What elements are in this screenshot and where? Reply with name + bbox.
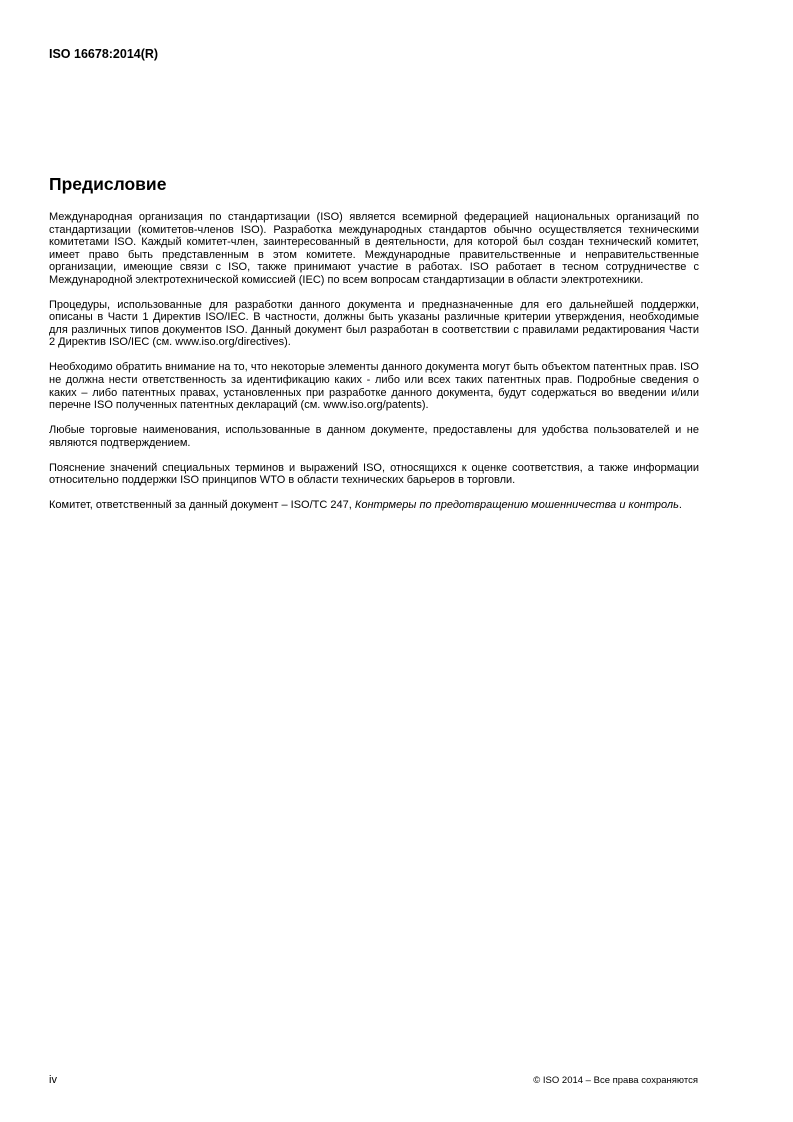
page-number: iv <box>49 1074 57 1086</box>
committee-suffix: . <box>678 499 682 512</box>
paragraph-patents: Необходимо обратить внимание на то, что некоторые элементы данного документа могут быть объектом патентных прав. ISO не должна нести ответственность за идентификацию каких - либо или всех таких патентных прав. Подробные сведения о каких – либо патентных правах, установленных при разработке данного документа, будут содержаться во введении и/или перечне ISO полученных патентных деклараций (см. www.iso.org/patents). <box>49 361 699 412</box>
foreword-body <box>49 211 699 524</box>
paragraph-committee <box>49 499 699 512</box>
paragraph-conformity: Пояснение значений специальных терминов и выражений ISO, относящихся к оценке соответствия, а также информации относительно поддержки ISO принципов WTO в области технических барьеров в торговли. <box>49 461 699 487</box>
paragraph-procedures: Процедуры, использованные для разработки данного документа и предназначенные для его дальнейшей поддержки, описаны в Части 1 Директив ISO/IEC. В частности, должны быть указаны различные критерии утверждения, необходимые для различных типов документов ISO. Данный документ был разработан в соответствии с правилами редактирования Части 2 Директив ISO/IEC (см. www.iso.org/directives). <box>49 298 699 349</box>
committee-prefix: Комитет, ответственный за данный документ – ISO/TC 247, <box>49 499 355 512</box>
document-id: ISO 16678:2014(R) <box>49 47 159 61</box>
section-title: Предисловие <box>49 174 167 194</box>
paragraph-trade-names: Любые торговые наименования, использованные в данном документе, предоставлены для удобства пользователей и не являются подтверждением. <box>49 424 699 449</box>
committee-name: Контрмеры по предотвращению мошенничества и контроль <box>354 499 679 512</box>
paragraph-iso-organization: Международная организация по стандартизации (ISO) является всемирной федерацией национальных организаций по стандартизации (комитетов-членов ISO). Разработка международных стандартов обычно осуществляется техническими комитетами ISO. Каждый комитет-член, заинтересованный в деятельности, для которой был создан технический комитет, имеет право быть представленным в этом комитете. Международные правительственные и неправительственные организации, имеющие связи с ISO, также принимают участие в работах. ISO работает в тесном сотрудничестве с Международной электротехнической комиссией (IEC) по всем вопросам стандартизации в области электротехники. <box>49 211 699 286</box>
copyright-notice: © ISO 2014 – Все права сохраняются <box>533 1075 698 1086</box>
